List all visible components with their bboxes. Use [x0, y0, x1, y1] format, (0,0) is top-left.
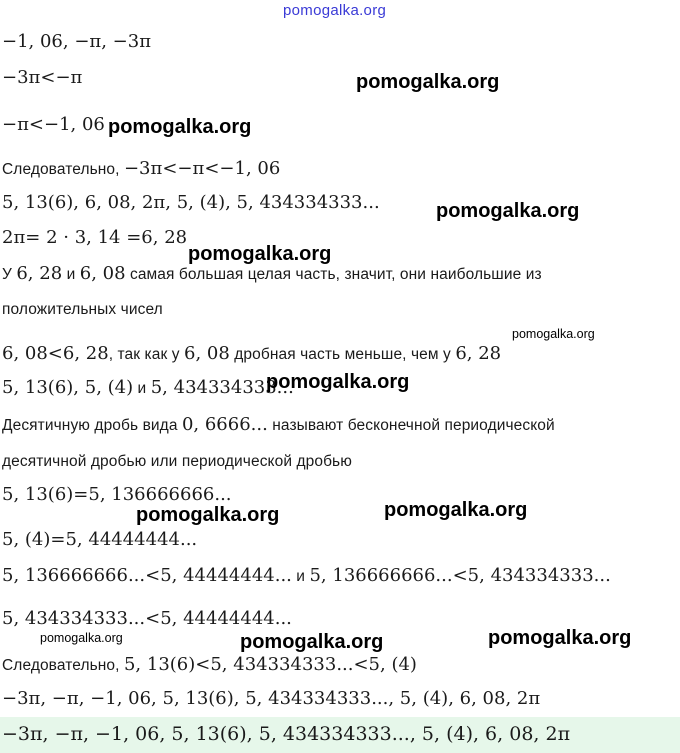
watermark: pomogalka.org — [136, 504, 280, 526]
text-segment: называют бесконечной периодической — [267, 417, 555, 434]
line-compare-2: 5, 434334333...<5, 44444444... — [2, 608, 292, 629]
line-positive-label: положительных чисел — [2, 301, 163, 318]
conclusion-math: −3π<−π<−1, 06 — [123, 158, 281, 179]
math-segment: 6, 08 — [79, 263, 126, 284]
watermark-small: pomogalka.org — [40, 631, 123, 645]
text-segment: и — [62, 266, 80, 283]
math-segment: 5, 13(6), 5, (4) — [2, 377, 134, 398]
line-ordered: −3π, −π, −1, 06, 5, 13(6), 5, 434334333..., 5, (4), 6, 08, 2π — [2, 688, 541, 709]
answer-line: −3π, −π, −1, 06, 5, 13(6), 5, 434334333..., 5, (4), 6, 08, 2π — [2, 723, 571, 745]
watermark: pomogalka.org — [108, 116, 252, 138]
text-segment: и — [291, 568, 310, 585]
line-expand-2: 5, (4)=5, 44444444... — [2, 529, 198, 550]
line-numbers: −1, 06, −π, −3π — [2, 31, 152, 52]
text-segment: , так как у — [108, 346, 185, 363]
math-segment: 5, 136666666...<5, 44444444... — [2, 565, 292, 586]
math-segment: 6, 28 — [455, 343, 502, 364]
math-segment: 5, 434334333... — [150, 377, 294, 398]
line-remaining-numbers — [2, 379, 294, 397]
line-positive-numbers: 5, 13(6), 6, 08, 2π, 5, (4), 5, 434334333... — [2, 192, 380, 213]
conclusion-label: Следовательно, — [2, 161, 124, 178]
line-two-pi: 2π= 2 · 3, 14 =6, 28 — [2, 227, 188, 248]
line-conclusion-2 — [2, 656, 417, 674]
line-periodic-def-2: десятичной дробью или периодической дробью — [2, 453, 352, 470]
watermark: pomogalka.org — [356, 71, 500, 93]
math-segment: 6, 08 — [184, 343, 230, 364]
watermark-top: pomogalka.org — [283, 2, 387, 19]
watermark: pomogalka.org — [240, 631, 384, 653]
math-segment: 6, 28 — [16, 263, 63, 284]
line-periodic-def — [2, 416, 555, 434]
line-compare-1 — [2, 567, 611, 585]
text-segment: Десятичную дробь вида — [2, 417, 182, 434]
conclusion-label: Следовательно, — [2, 657, 124, 674]
watermark: pomogalka.org — [488, 627, 632, 649]
watermark: pomogalka.org — [188, 243, 332, 265]
line-integer-part — [2, 265, 542, 283]
math-segment: 0, 6666... — [181, 414, 268, 435]
line-inequality-1: −3π<−π — [2, 67, 83, 88]
text-segment: дробная часть меньше, чем у — [229, 346, 456, 363]
math-segment: 6, 08<6, 28 — [2, 343, 109, 364]
line-expand-1: 5, 13(6)=5, 136666666... — [2, 484, 232, 505]
line-conclusion-1 — [2, 160, 280, 178]
watermark: pomogalka.org — [384, 499, 528, 521]
watermark: pomogalka.org — [436, 200, 580, 222]
line-fraction-compare — [2, 345, 501, 363]
line-inequality-2: −π<−1, 06 — [2, 114, 105, 135]
conclusion-math: 5, 13(6)<5, 434334333...<5, (4) — [123, 654, 417, 675]
text-segment: и — [133, 380, 151, 397]
watermark: pomogalka.org — [266, 371, 410, 393]
watermark-small: pomogalka.org — [512, 327, 595, 341]
math-segment: 5, 136666666...<5, 434334333... — [309, 565, 611, 586]
text-segment: самая большая целая часть, значит, они наибольшие из — [125, 266, 542, 283]
text-segment: У — [2, 266, 17, 283]
